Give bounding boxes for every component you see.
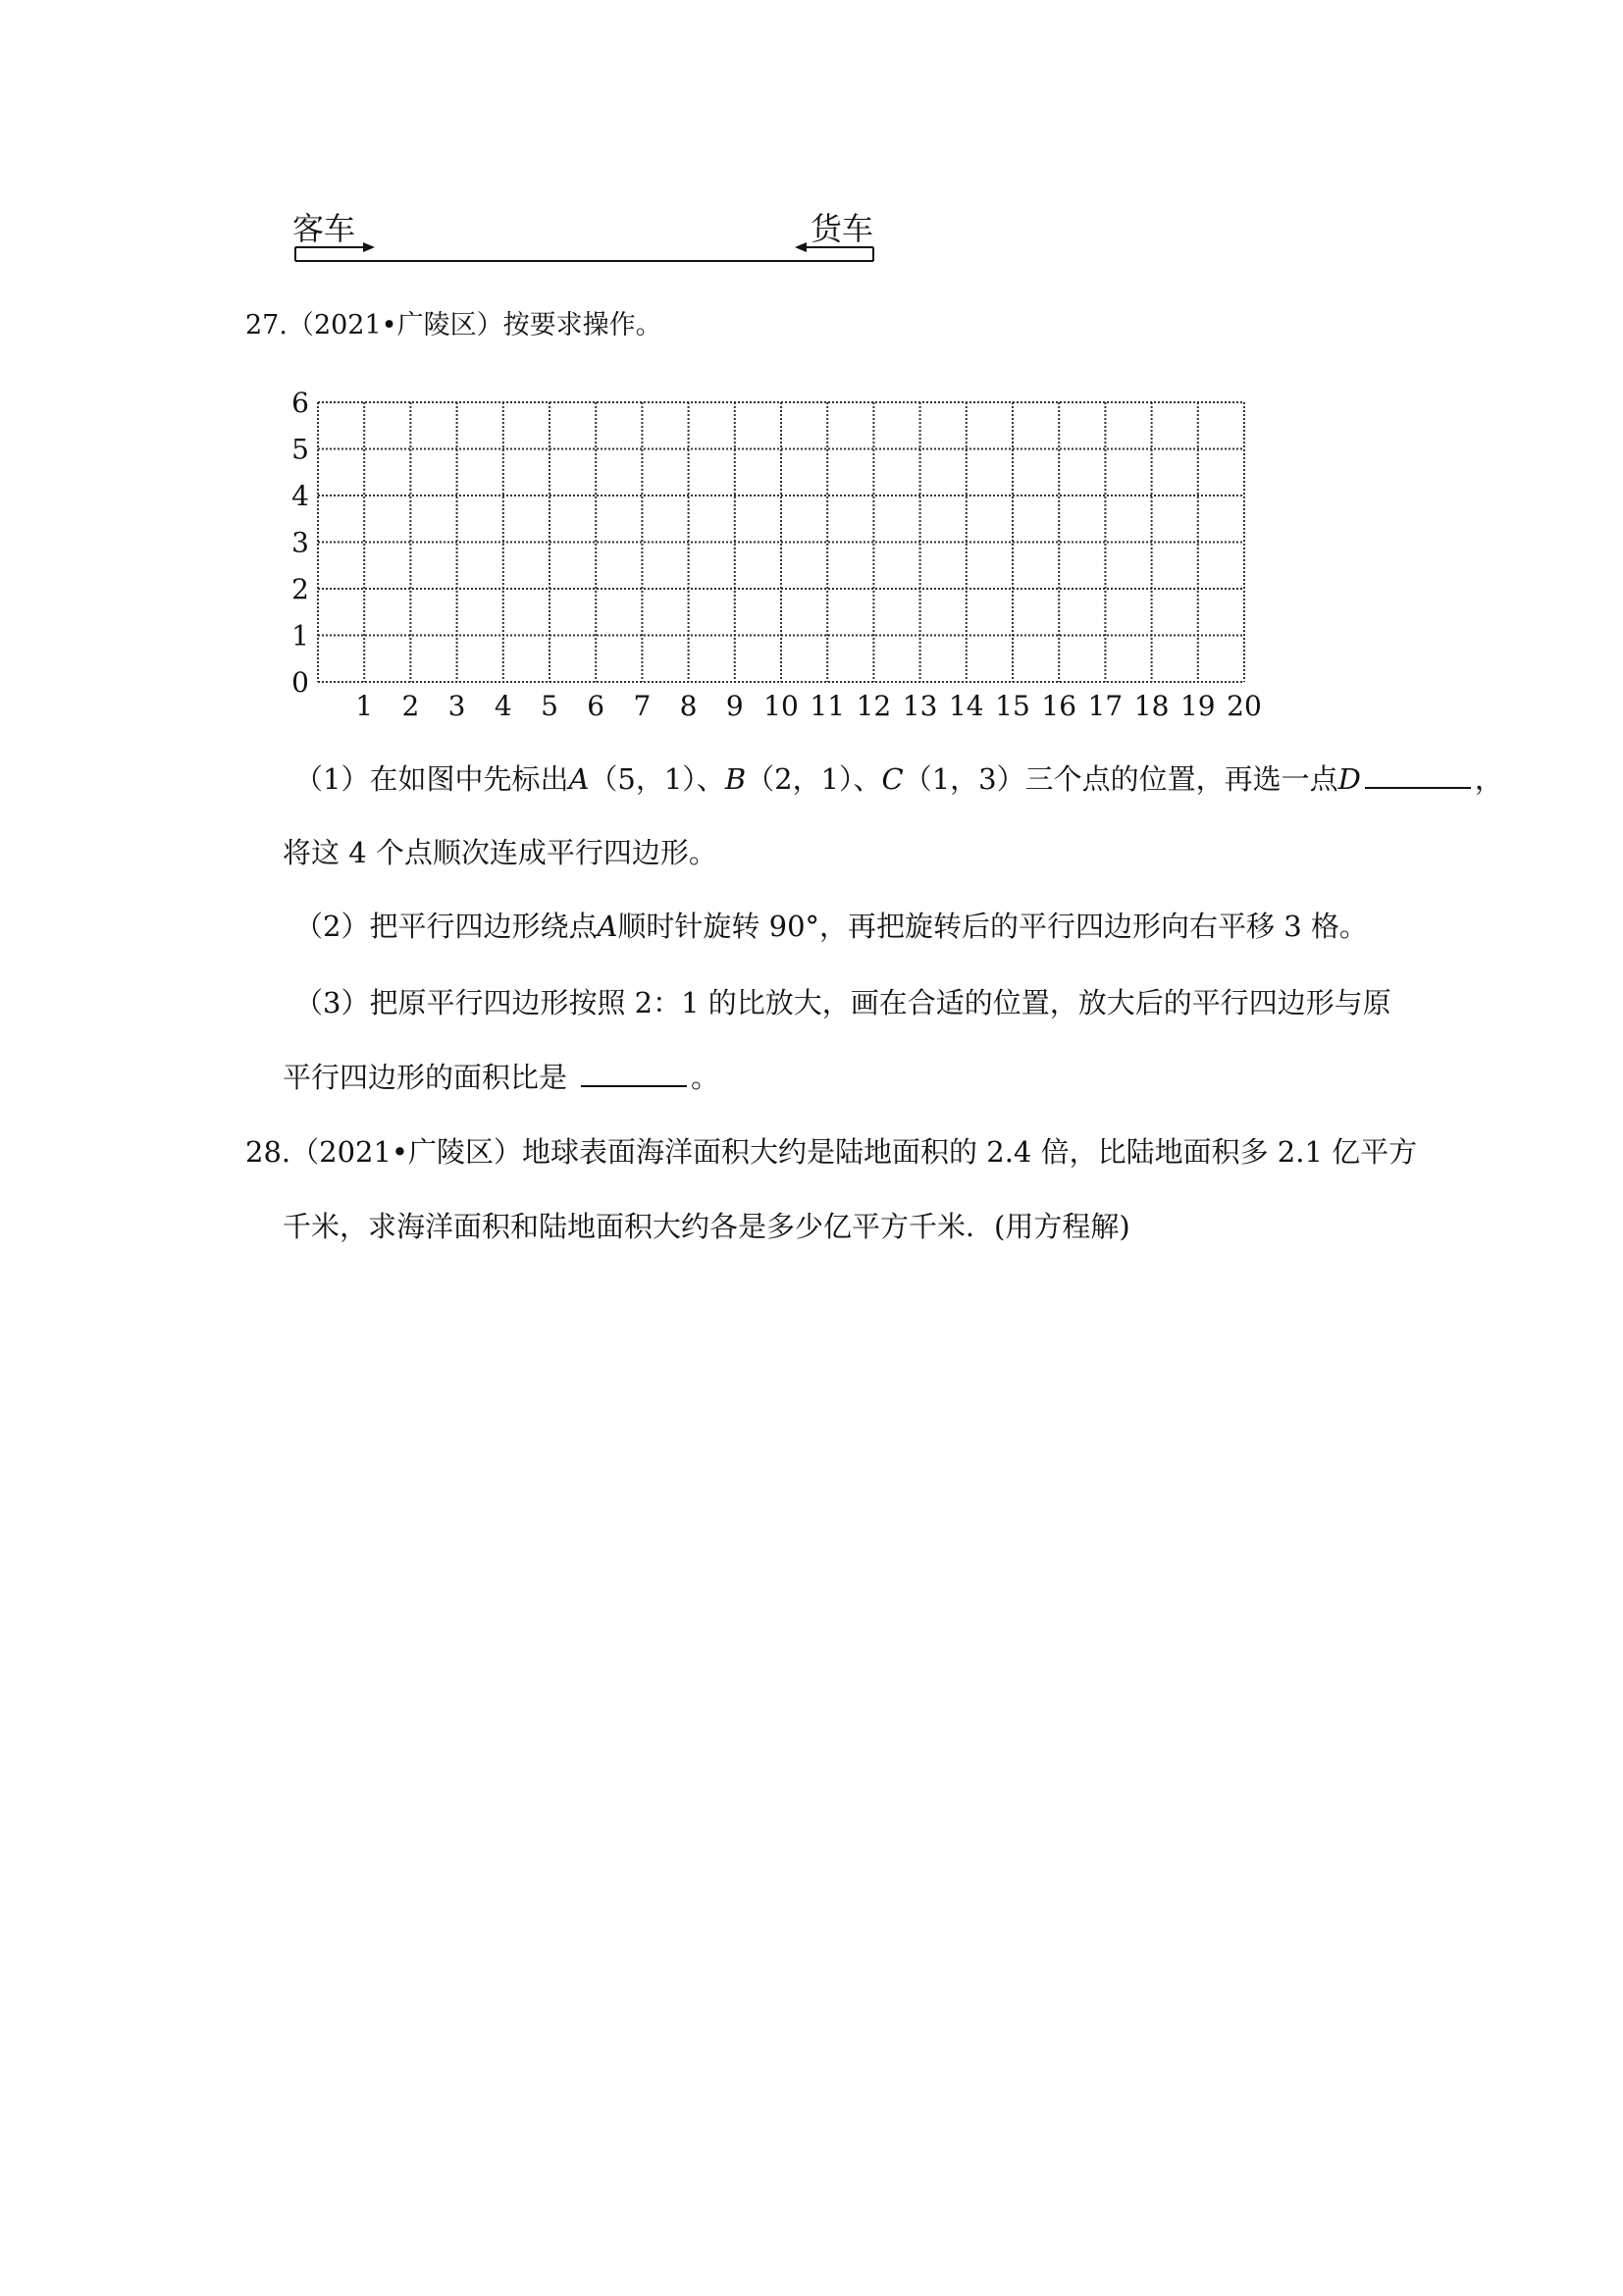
- y-tick-label: 0: [291, 666, 309, 699]
- y-tick-label: 2: [291, 573, 309, 605]
- y-tick-label: 6: [291, 387, 309, 419]
- x-tick-label: 15: [995, 690, 1030, 722]
- y-tick-label: 5: [291, 433, 309, 466]
- point-b-label: B: [724, 762, 747, 796]
- x-tick-label: 3: [447, 690, 466, 722]
- q27-part1-line2: 将这 4 个点顺次连成平行四边形。: [283, 836, 717, 869]
- q28-line1: 28.（2021•广陵区）地球表面海洋面积大约是陆地面积的 2.4 倍，比陆地面积多 2.1 亿平方: [245, 1135, 1418, 1169]
- x-tick-label: 12: [856, 690, 892, 722]
- point-d-label: D: [1337, 762, 1361, 796]
- x-tick-label: 11: [810, 690, 846, 722]
- q27-part1-prefix: （1）在如图中先标出: [294, 762, 569, 796]
- y-tick-label: 3: [291, 526, 309, 559]
- x-tick-label: 13: [902, 690, 938, 722]
- area-ratio-answer-blank[interactable]: [581, 1084, 687, 1087]
- x-tick-label: 19: [1179, 690, 1216, 722]
- x-tick-label: 7: [633, 690, 652, 722]
- x-tick-label: 8: [679, 690, 698, 722]
- x-tick-label: 9: [725, 690, 744, 722]
- x-tick-label: 5: [541, 690, 558, 722]
- point-c-label: C: [881, 762, 904, 796]
- q27-part2-prefix: （2）把平行四边形绕点: [294, 910, 598, 943]
- q27-part3-end: 。: [691, 1061, 720, 1094]
- q27-header: 27.（2021•广陵区）按要求操作。: [245, 310, 662, 340]
- y-tick-label: 1: [291, 619, 309, 652]
- q27-part3-line2-text: 平行四边形的面积比是: [283, 1061, 568, 1094]
- q27-part1-suffix: ，: [1474, 762, 1503, 796]
- freight-train-label: 货车: [811, 210, 874, 247]
- x-tick-label: 2: [401, 690, 420, 722]
- passenger-train-label: 客车: [292, 210, 356, 247]
- x-tick-label: 14: [948, 690, 984, 722]
- x-tick-label: 10: [763, 690, 799, 722]
- point-c-coord: （1，3）三个点的位置，再选一点: [903, 762, 1338, 796]
- point-b-coord: （2，1）、: [746, 762, 882, 796]
- q27-part3-line2: [283, 1061, 720, 1094]
- q27-part1-line1: [294, 762, 1503, 796]
- x-tick-label: 18: [1133, 690, 1170, 722]
- q27-part2-suffix: 顺时针旋转 90°，再把旋转后的平行四边形向右平移 3 格。: [617, 910, 1368, 943]
- point-d-answer-blank[interactable]: [1365, 786, 1471, 789]
- coordinate-grid: [275, 373, 1262, 722]
- x-tick-label: 17: [1087, 690, 1124, 722]
- x-tick-label: 16: [1041, 690, 1077, 722]
- point-a-label: A: [568, 762, 590, 796]
- x-tick-label: 20: [1227, 690, 1262, 722]
- q28-line2: 千米，求海洋面积和陆地面积大约各是多少亿平方千米．(用方程解): [283, 1210, 1130, 1243]
- point-a-label: A: [597, 910, 618, 943]
- x-tick-label: 6: [587, 690, 605, 722]
- x-tick-label: 1: [355, 690, 374, 722]
- point-a-coord: （5，1）、: [589, 762, 725, 796]
- q27-part3-line1: （3）把原平行四边形按照 2：1 的比放大，画在合适的位置，放大后的平行四边形与原: [294, 986, 1391, 1019]
- train-track-diagram: [285, 235, 893, 275]
- x-tick-label: 4: [494, 690, 512, 722]
- q27-part2: [294, 910, 1368, 943]
- y-tick-label: 4: [291, 480, 309, 512]
